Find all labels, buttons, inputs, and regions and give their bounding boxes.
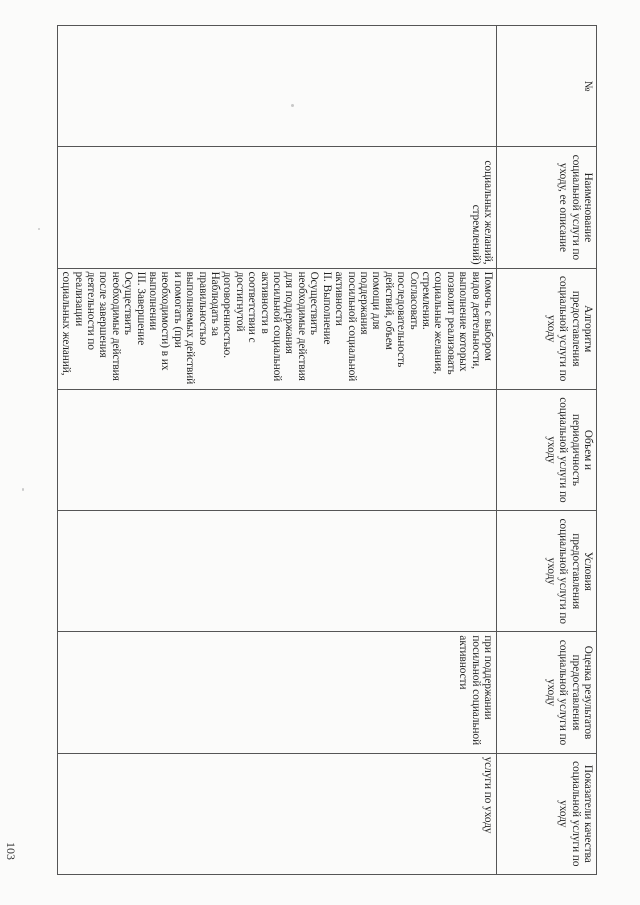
table-row (57, 26, 496, 875)
header-service-name: Наименование социальной услуги по уходу, ее описание (497, 147, 597, 268)
scan-speck (38, 228, 40, 230)
header-number: № (497, 26, 597, 147)
header-algorithm: Алгоритм предоставления социальной услуги по уходу (497, 268, 597, 389)
cell-number (57, 26, 496, 147)
header-evaluation: Оценка результатов предоставления социальной услуги по уходу (497, 632, 597, 753)
header-volume: Объем и периодичность социальной услуги по уходу (497, 389, 597, 510)
cell-service-name: социальных желаний, стремлений) (57, 147, 496, 268)
scan-speck (291, 104, 294, 107)
scan-speck (22, 488, 24, 491)
header-conditions: Условия предоставления социальной услуги по уходу (497, 511, 597, 632)
cell-volume (57, 389, 496, 510)
table-header-row (497, 26, 597, 875)
cell-evaluation: при поддержании посильной социальной активности (57, 632, 496, 753)
social-care-table (57, 25, 597, 875)
header-indicators: Показатели качества социальной услуги по уходу (497, 753, 597, 874)
page-number: 103 (4, 842, 18, 860)
cell-algorithm: Помочь с выбором видов деятельности, выполнение которых позволит реализовать социальные желания, стремления. Согласовать последовательность действий, объем помощи для поддержания посильной социальной активности II. Выполнение Осуществить необходимые действия для поддержания посильной социальной активности в соответствии с достигнутой договоренностью. Наблюдать за правильностью выполняемых действий и помогать (при необходимости) в их выполнении III. Завершение Осуществить необходимые действия после завершения деятельности по реализации социальных желаний, (57, 268, 496, 389)
cell-indicators: услуги по уходу (57, 753, 496, 874)
cell-conditions (57, 511, 496, 632)
rotated-table-container (60, 25, 597, 875)
